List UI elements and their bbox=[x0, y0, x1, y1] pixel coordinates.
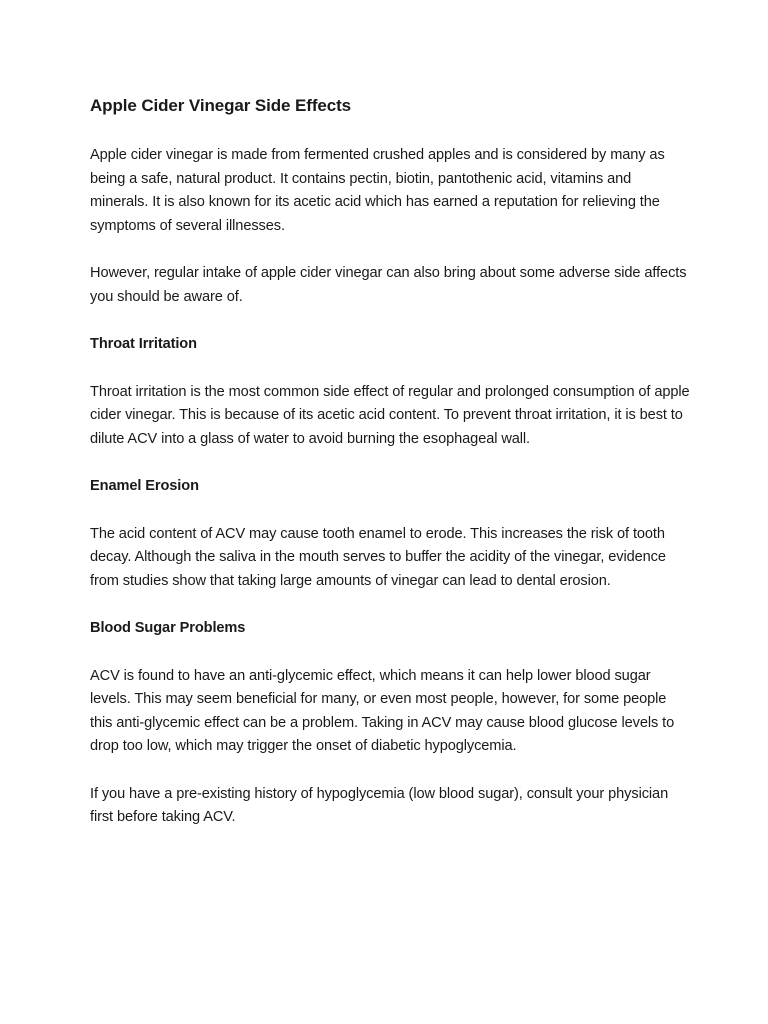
enamel-erosion-paragraph: The acid content of ACV may cause tooth enamel to erode. This increases the risk of tooth decay. Although the saliva in the mouth serves to buffer the acidity of the vinegar, evidence from studies show that taking large amounts of vinegar can lead to dental erosion. bbox=[90, 525, 666, 589]
section-heading-blood-sugar-problems: Blood Sugar Problems bbox=[90, 620, 246, 636]
throat-irritation-paragraph: Throat irritation is the most common side effect of regular and prolonged consumption of apple cider vinegar. This is because of its acetic acid content. To prevent throat irritation, it is best to dilute ACV into a glass of water to avoid burning the esophageal wall. bbox=[90, 383, 690, 447]
blood-sugar-paragraph-2: If you have a pre-existing history of hypoglycemia (low blood sugar), consult your physician first before taking ACV. bbox=[90, 785, 669, 825]
intro-paragraph-2: However, regular intake of apple cider vinegar can also bring about some adverse side affects you should be aware of. bbox=[90, 265, 687, 305]
section-heading-enamel-erosion: Enamel Erosion bbox=[90, 478, 199, 494]
section-heading-throat-irritation: Throat Irritation bbox=[90, 336, 197, 352]
intro-paragraph-1: Apple cider vinegar is made from fermented crushed apples and is considered by many as being a safe, natural product. It contains pectin, biotin, pantothenic acid, vitamins and minerals. It is also known for its acetic acid which has earned a reputation for relieving the symptoms of several illnesses. bbox=[90, 147, 665, 234]
document-body bbox=[90, 94, 690, 854]
blood-sugar-paragraph-1: ACV is found to have an anti-glycemic effect, which means it can help lower blood sugar levels. This may seem beneficial for many, or even most people, however, for some people this anti-glycemic effect can be a problem. Taking in ACV may cause blood glucose levels to drop too low, which may trigger the onset of diabetic hypoglycemia. bbox=[90, 667, 675, 754]
document-title: Apple Cider Vinegar Side Effects bbox=[90, 96, 352, 115]
